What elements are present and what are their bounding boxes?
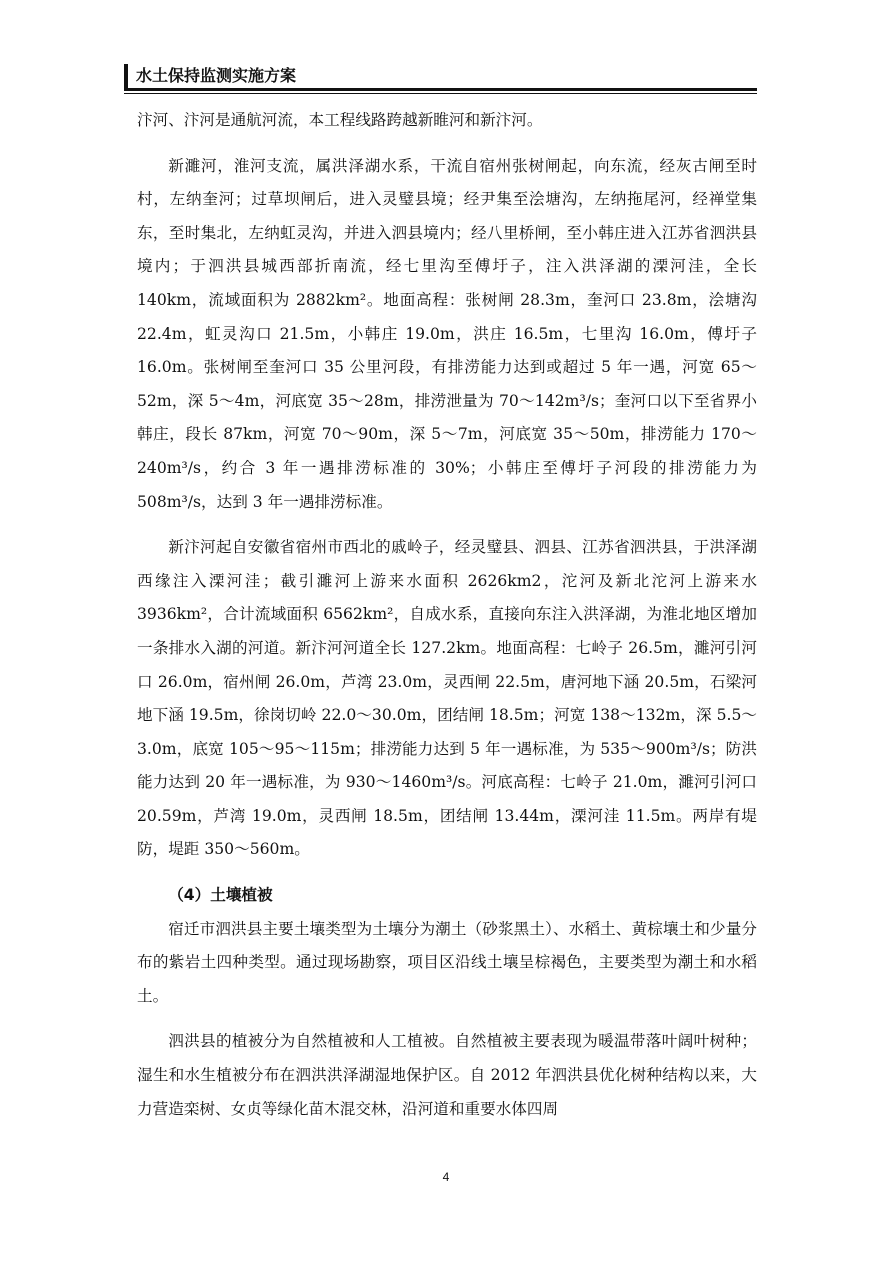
document-body [137, 104, 757, 1126]
section-heading-soil-vegetation: （4）土壤植被 [168, 886, 273, 905]
header-accent-bar [124, 64, 128, 90]
paragraph-river-navigation: 汴河、汴河是通航河流，本工程线路跨越新睢河和新汴河。 [137, 111, 543, 129]
header-title: 水土保持监测实施方案 [136, 66, 297, 85]
page-number: 4 [442, 1170, 450, 1184]
paragraph-soil: 宿迁市泗洪县主要土壤类型为土壤分为潮土（砂浆黑土）、水稻土、黄棕壤土和少量分布的紫岩土四种类型。通过现场勘察，项目区沿线土壤呈棕褐色，主要类型为潮土和水稻土。 [137, 919, 757, 1005]
header-rule-thin [124, 93, 757, 94]
header-rule-thick [124, 88, 757, 91]
paragraph-xinsui-river: 新濉河，淮河支流，属洪泽湖水系，干流自宿州张树闸起，向东流，经灰古闸至时村，左纳奎河；过草坝闸后，进入灵璧县境；经尹集至浍塘沟，左纳拖尾河，经禅堂集东，至时集北，左纳虹灵沟，并进入泗县境内；经八里桥闸，至小韩庄进入江苏省泗洪县境内；于泗洪县城西部折南流，经七里沟至傅圩子，注入洪泽湖的溧河洼，全长 140km，流域面积为 2882km²。地面高程：张树闸 28.3m，奎河口 23.8m，浍塘沟 22.4m，虹灵沟口 21.5m，小韩庄 19.0m，洪庄 16.5m，七里沟 16.0m，傅圩子 16.0m。张树闸至奎河口 35 公里河段，有排涝能力达到或超过 5 年一遇，河宽 65～52m，深 5～4m，河底宽 35～28m，排涝泄量为 70～142m³/s；奎河口以下至省界小韩庄，段长 87km，河宽 70～90m，深 5～7m，河底宽 35～50m，排涝能力 170～240m³/s，约合 3 年一遇排涝标准的 30%；小韩庄至傅圩子河段的排涝能力为 508m³/s，达到 3 年一遇排涝标准。 [137, 156, 757, 511]
page-header [124, 58, 757, 98]
paragraph-xinbian-river: 新汴河起自安徽省宿州市西北的戚岭子，经灵璧县、泗县、江苏省泗洪县，于洪泽湖西缘注入溧河洼；截引濉河上游来水面积 2626km2，沱河及新北沱河上游来水 3936km²，合计流域面积 6562km²，自成水系，直接向东注入洪泽湖，为淮北地区增加一条排水入湖的河道。新汴河河道全长 127.2km。地面高程：七岭子 26.5m，濉河引河口 26.0m，宿州闸 26.0m，芦湾 23.0m，灵西闸 22.5m，唐河地下涵 20.5m，石梁河地下涵 19.5m，徐岗切岭 22.0～30.0m，团结闸 18.5m；河宽 138～132m，深 5.5～3.0m，底宽 105～95～115m；排涝能力达到 5 年一遇标准，为 535～900m³/s；防洪能力达到 20 年一遇标准，为 930～1460m³/s。河底高程：七岭子 21.0m，濉河引河口 20.59m，芦湾 19.0m，灵西闸 18.5m，团结闸 13.44m，溧河洼 11.5m。两岸有堤防，堤距 350～560m。 [137, 538, 757, 859]
paragraph-vegetation: 泗洪县的植被分为自然植被和人工植被。自然植被主要表现为暖温带落叶阔叶树种；湿生和水生植被分布在泗洪洪泽湖湿地保护区。自 2012 年泗洪县优化树种结构以来，大力营造栾树、女贞等绿化苗木混交林，沿河道和重要水体四周 [137, 1032, 757, 1118]
